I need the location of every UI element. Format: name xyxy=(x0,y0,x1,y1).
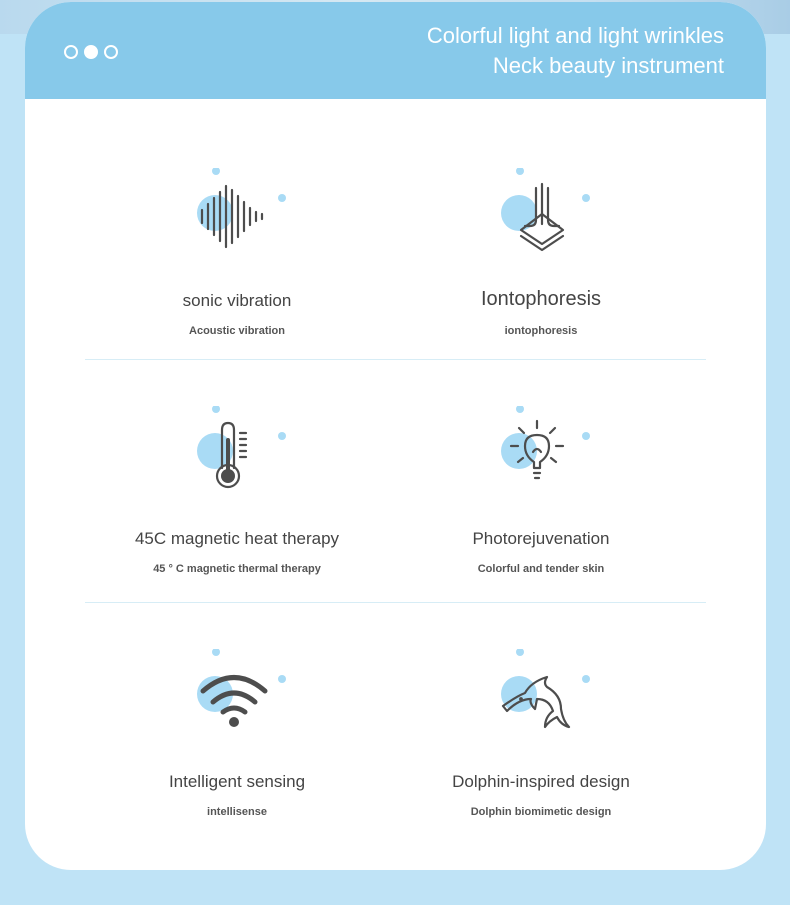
feature-title: Intelligent sensing xyxy=(168,772,306,791)
dolphin-icon xyxy=(491,649,591,749)
feature-subtitle: iontophoresis xyxy=(504,325,578,337)
sound-wave-icon xyxy=(187,168,287,268)
feature-iontophoresis xyxy=(381,168,701,368)
wifi-icon xyxy=(187,649,287,749)
feature-subtitle: intellisense xyxy=(207,806,267,818)
header-dots xyxy=(64,45,118,59)
feature-sonic-vibration xyxy=(77,168,397,368)
feature-photorejuvenation xyxy=(381,406,701,606)
dot-outline-icon xyxy=(64,45,78,59)
header-title-line2: Neck beauty instrument xyxy=(492,53,724,78)
header-title-line1: Colorful light and light wrinkles xyxy=(426,23,724,48)
feature-subtitle: Colorful and tender skin xyxy=(477,563,605,575)
row-divider xyxy=(85,602,706,603)
light-bulb-icon xyxy=(491,406,591,506)
feature-dolphin-design xyxy=(381,649,701,849)
feature-title: 45C magnetic heat therapy xyxy=(134,529,340,548)
feature-magnetic-heat-therapy xyxy=(77,406,397,606)
feature-title: Photorejuvenation xyxy=(472,529,610,548)
card-header xyxy=(25,2,766,99)
iontophoresis-icon xyxy=(491,168,591,268)
feature-intelligent-sensing xyxy=(77,649,397,849)
feature-title: Dolphin-inspired design xyxy=(452,772,630,791)
feature-title: sonic vibration xyxy=(182,291,292,310)
row-divider xyxy=(85,359,706,360)
feature-card xyxy=(25,2,766,870)
thermometer-icon xyxy=(187,406,287,506)
feature-subtitle: Acoustic vibration xyxy=(189,325,285,337)
feature-title: Iontophoresis xyxy=(480,288,602,310)
dot-outline-icon xyxy=(104,45,118,59)
feature-subtitle: Dolphin biomimetic design xyxy=(470,806,612,818)
dot-filled-icon xyxy=(84,45,98,59)
feature-subtitle: 45 ° C magnetic thermal therapy xyxy=(153,563,321,575)
header-title xyxy=(427,21,724,81)
